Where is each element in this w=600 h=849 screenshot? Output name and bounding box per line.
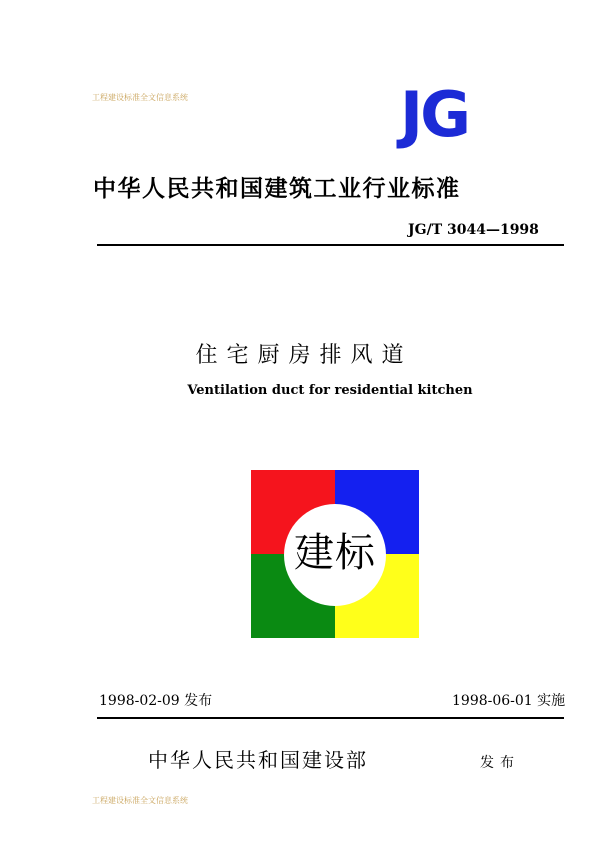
standard-code: JG/T 3044—1998 bbox=[408, 222, 539, 238]
issuing-authority: 中华人民共和国建设部 bbox=[148, 748, 368, 772]
jianbiao-emblem bbox=[251, 470, 419, 638]
title-chinese: 住宅厨房排风道 bbox=[195, 343, 413, 368]
watermark-bottom: 工程建设标准全文信息系统 bbox=[92, 796, 188, 805]
watermark-top: 工程建设标准全文信息系统 bbox=[92, 93, 188, 102]
emblem-text: 建标 bbox=[294, 530, 376, 576]
bottom-divider bbox=[97, 717, 564, 719]
issue-action: 发布 bbox=[480, 755, 520, 771]
top-divider bbox=[97, 244, 564, 246]
issue-date: 1998-02-09 发布 bbox=[99, 693, 213, 709]
jg-logo: JG bbox=[400, 78, 468, 151]
implementation-date: 1998-06-01 实施 bbox=[452, 693, 566, 709]
title-english: Ventilation duct for residential kitchen bbox=[187, 383, 473, 398]
standard-type: 中华人民共和国建筑工业行业标准 bbox=[93, 176, 461, 202]
